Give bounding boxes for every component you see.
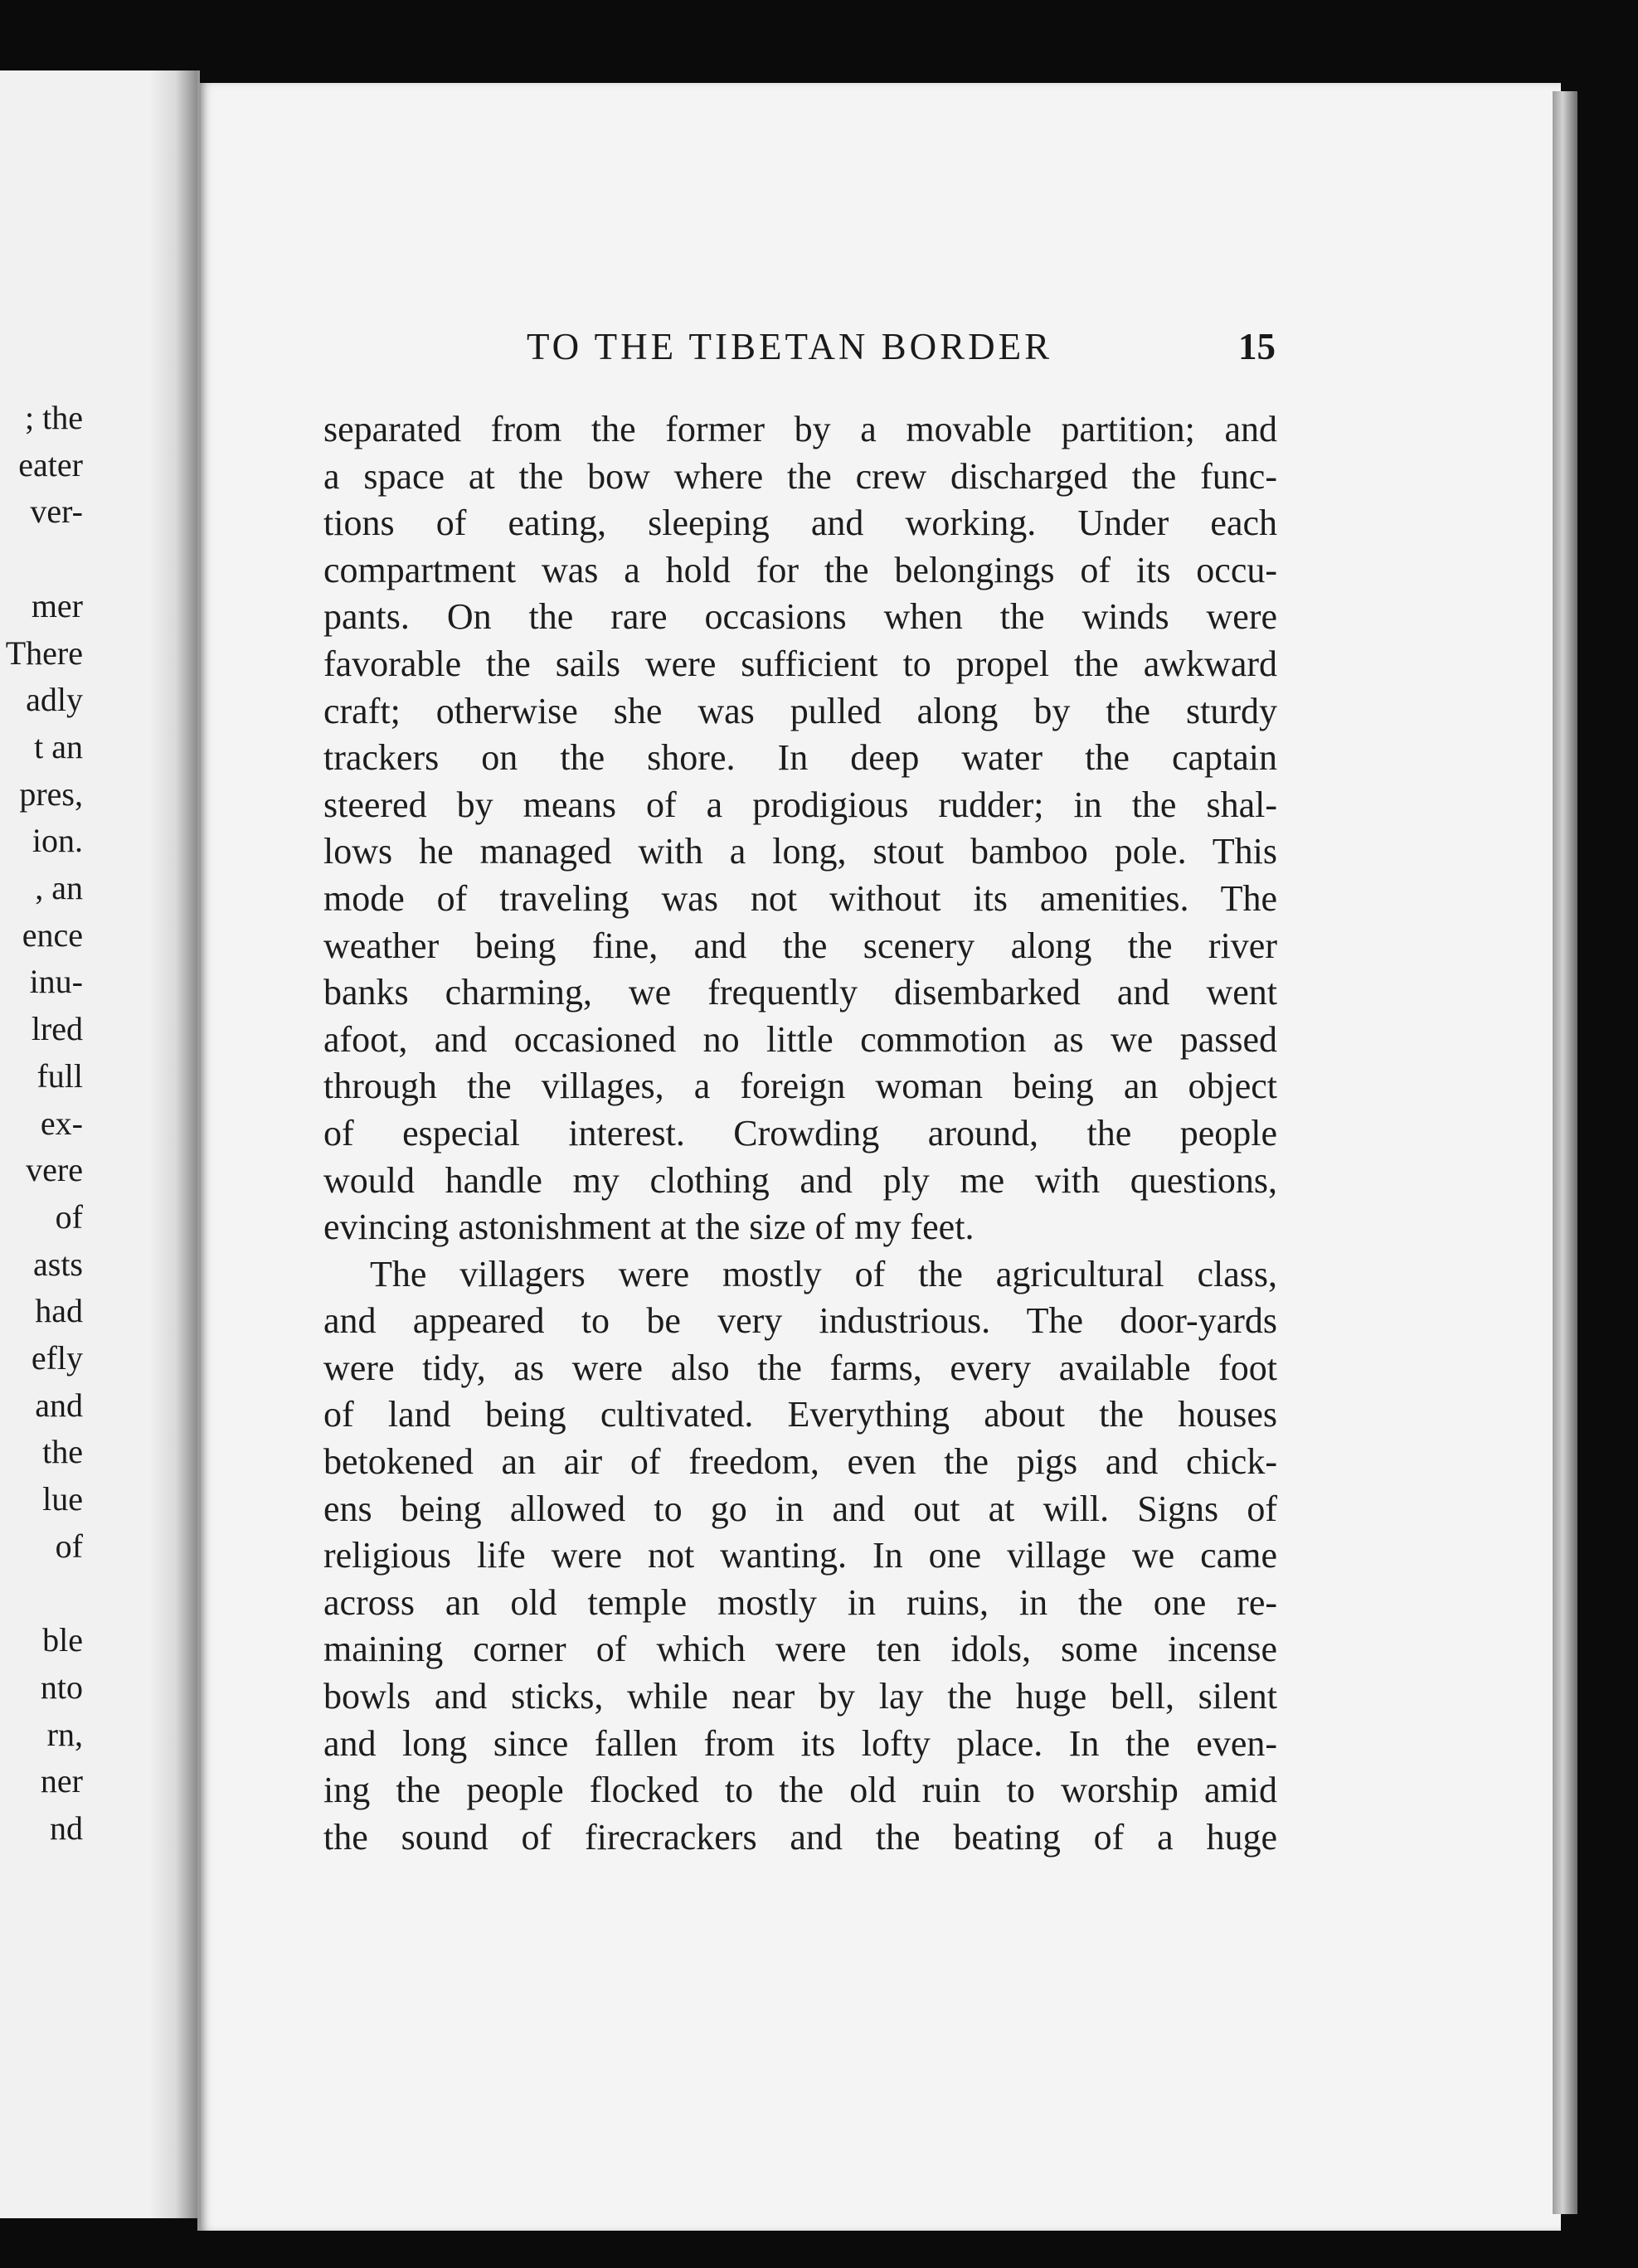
text-line: craft; otherwise she was pulled along by the sturdy (323, 690, 1277, 731)
left-page-line: ion. (32, 822, 83, 860)
text-line: afoot, and occasioned no little commotion as we passed (323, 1018, 1277, 1060)
left-page-line: , an (35, 869, 83, 906)
left-page-line: and (35, 1386, 83, 1424)
book-gutter (149, 70, 197, 2218)
left-page-line: ble (42, 1621, 83, 1659)
left-page-line: pres, (19, 775, 83, 813)
body-text (323, 406, 1277, 1861)
left-page-line: t an (34, 727, 83, 765)
left-page-line: lred (31, 1010, 83, 1048)
text-line: compartment was a hold for the belongings of its occu- (323, 549, 1277, 590)
left-page-line: nd (50, 1809, 83, 1847)
text-line: ens being allowed to go in and out at will. Signs of (323, 1488, 1277, 1529)
left-page-line: inu- (29, 963, 83, 1001)
left-page-line: the (42, 1433, 83, 1471)
text-line: and appeared to be very industrious. The door-yards (323, 1300, 1277, 1342)
text-line: the sound of firecrackers and the beating of a huge (323, 1816, 1277, 1858)
left-page-line: nto (40, 1668, 83, 1706)
left-page-line: rn, (46, 1715, 83, 1753)
page-edge (1553, 91, 1577, 2214)
left-page-line: There (5, 634, 83, 672)
paragraph (323, 1251, 1277, 1862)
text-line: maining corner of which were ten idols, some incense (323, 1629, 1277, 1670)
left-page-line: of (55, 1527, 83, 1565)
text-line: of especial interest. Crowding around, the people (323, 1112, 1277, 1153)
left-page-line: adly (26, 681, 83, 719)
text-line: lows he managed with a long, stout bamboo pole. This (323, 831, 1277, 872)
left-page-line: eater (18, 445, 83, 483)
left-page-line: efly (31, 1339, 83, 1377)
text-line: mode of traveling was not without its amenities. The (323, 877, 1277, 919)
left-page-line: ver- (30, 493, 83, 531)
left-page-line: ; the (25, 399, 83, 436)
left-page-line: lue (42, 1480, 83, 1518)
left-page-line: of (55, 1197, 83, 1236)
running-head (323, 325, 1277, 375)
text-line: ing the people flocked to the old ruin to worship amid (323, 1770, 1277, 1811)
text-line: banks charming, we frequently disembarked and went (323, 972, 1277, 1013)
text-line: tions of eating, sleeping and working. Under each (323, 503, 1277, 544)
left-page-line: ex- (40, 1104, 83, 1142)
text-line: religious life were not wanting. In one village we came (323, 1535, 1277, 1576)
running-title: TO THE TIBETAN BORDER (527, 326, 1053, 367)
text-line: steered by means of a prodigious rudder; in the shal- (323, 784, 1277, 825)
text-line: trackers on the shore. In deep water the captain (323, 737, 1277, 779)
text-line: and long since fallen from its lofty place. In the even- (323, 1722, 1277, 1764)
text-line: favorable the sails were sufficient to propel the awkward (323, 643, 1277, 684)
left-page-line: ence (22, 915, 83, 954)
text-line: evincing astonishment at the size of my feet. (323, 1207, 975, 1248)
page-number: 15 (1238, 326, 1276, 367)
text-line: of land being cultivated. Everything about the houses (323, 1394, 1277, 1435)
text-line: across an old temple mostly in ruins, in the one re- (323, 1581, 1277, 1623)
left-page-line: ner (40, 1762, 83, 1800)
text-line: bowls and sticks, while near by lay the huge bell, silent (323, 1676, 1277, 1717)
text-line: betokened an air of freedom, even the pigs and chick- (323, 1441, 1277, 1483)
left-page-line: had (35, 1292, 83, 1330)
text-line: a space at the bow where the crew discharged the func- (323, 455, 1277, 497)
left-page-text (0, 70, 83, 2218)
left-page-line: full (36, 1056, 83, 1095)
text-line: would handle my clothing and ply me with questions, (323, 1159, 1277, 1201)
text-line: through the villages, a foreign woman being an object (323, 1066, 1277, 1107)
text-line: The villagers were mostly of the agricultural class, (370, 1253, 1277, 1294)
left-page-line: vere (26, 1151, 83, 1189)
left-page-line: asts (33, 1245, 83, 1283)
text-line: pants. On the rare occasions when the winds were (323, 596, 1277, 638)
text-line: were tidy, as were also the farms, every available foot (323, 1347, 1277, 1388)
left-page-line: mer (31, 586, 83, 624)
paragraph (323, 406, 1277, 1251)
text-line: weather being fine, and the scenery along the river (323, 925, 1277, 966)
text-line: separated from the former by a movable partition; and (323, 409, 1277, 449)
